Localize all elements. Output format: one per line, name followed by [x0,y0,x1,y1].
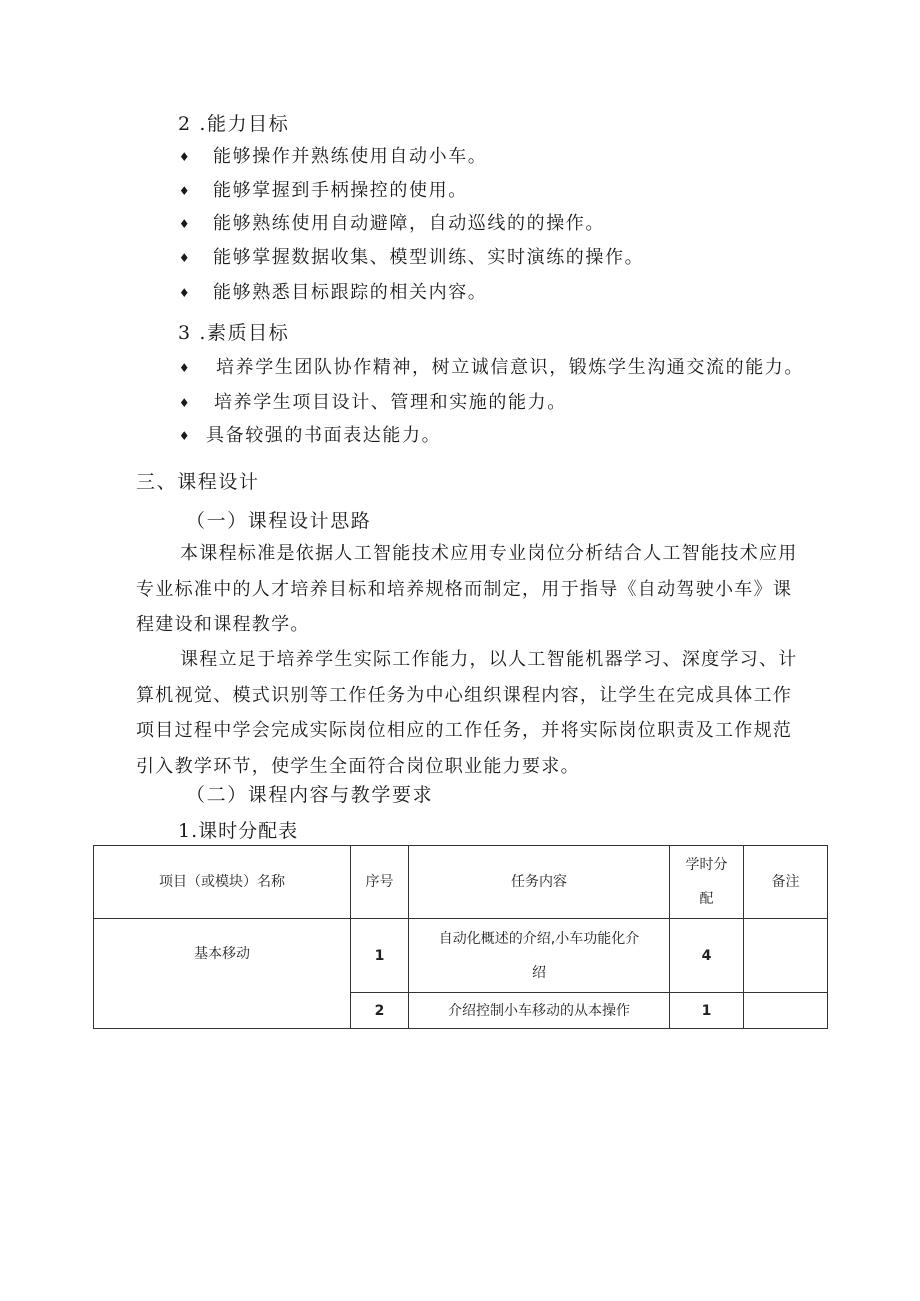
ability-goal-text: 能够熟练使用自动避障，自动巡线的的操作。 [213,213,605,234]
header-note: 备注 [744,846,828,919]
section-title: 三、课程设计 [136,471,260,493]
task-cell: 介绍控制小车移动的从本操作 [409,993,670,1029]
hours-cell: 1 [670,993,744,1029]
seq-cell: 1 [351,919,409,993]
subsection-title: （一）课程设计思路 [186,510,372,532]
diamond-bullet-icon: ♦ [178,429,192,443]
paragraph [136,642,826,784]
ability-goals-heading: 2 .能力目标 [178,113,290,135]
header-hours-line: 学时分 [685,857,728,873]
diamond-bullet-icon: ♦ [178,217,192,231]
header-hours-line: 配 [699,891,714,907]
ability-goal-text: 能够掌握到手柄操控的使用。 [213,180,468,201]
header-project: 项目（或模块）名称 [94,846,351,919]
table-header-row [94,846,828,919]
quality-goal-text: 具备较强的书面表达能力。 [206,425,442,446]
paragraph-line: 算机视觉、模式识别等工作任务为中心组织课程内容，让学生在完成具体工作 [136,684,793,706]
subsection-title: （二）课程内容与教学要求 [186,784,434,806]
hours-cell: 4 [670,919,744,993]
hours-allocation-table [93,845,828,1029]
paragraph-line: 课程立足于培养学生实际工作能力，以人工智能机器学习、深度学习、计 [180,649,798,670]
paragraph-line: 项目过程中学会完成实际岗位相应的工作任务，并将实际岗位职责及工作规范 [136,720,793,741]
ability-goal-text: 能够掌握数据收集、模型训练、实时演练的操作。 [213,247,645,268]
task-cell [409,919,670,993]
diamond-bullet-icon: ♦ [178,184,192,198]
ability-goal-text: 能够操作并熟练使用自动小车。 [213,146,488,167]
quality-goal-text: 培养学生项目设计、管理和实施的能力。 [214,392,567,413]
diamond-bullet-icon: ♦ [178,396,192,410]
header-hours [670,846,744,919]
header-task: 任务内容 [409,846,670,919]
paragraph [136,536,826,643]
ability-goal-text: 能够熟悉目标跟踪的相关内容。 [213,282,488,303]
task-line: 绍 [532,964,546,981]
note-cell [744,993,828,1029]
diamond-bullet-icon: ♦ [178,361,192,375]
quality-goal-text: 培养学生团队协作精神，树立诚信意识，锻炼学生沟通交流的能力。 [216,357,804,378]
paragraph-line: 引入教学环节，使学生全面符合岗位职业能力要求。 [136,755,580,777]
diamond-bullet-icon: ♦ [178,251,192,265]
diamond-bullet-icon: ♦ [178,286,192,300]
table-title: 1.课时分配表 [178,820,299,842]
project-name-cell: 基本移动 [94,919,351,1029]
paragraph-line: 程建设和课程教学。 [136,614,310,635]
quality-goals-heading: 3 .素质目标 [178,322,290,344]
seq-cell: 2 [351,993,409,1029]
paragraph-line: 专业标准中的人才培养目标和培养规格而制定，用于指导《自动驾驶小车》课 [136,578,793,600]
task-line: 自动化概述的介绍,小车功能化介 [438,930,640,947]
header-seq: 序号 [351,846,409,919]
paragraph-line: 本课程标准是依据人工智能技术应用专业岗位分析结合人工智能技术应用 [180,543,798,564]
diamond-bullet-icon: ♦ [178,150,192,164]
table-row [94,919,828,993]
note-cell [744,919,828,993]
